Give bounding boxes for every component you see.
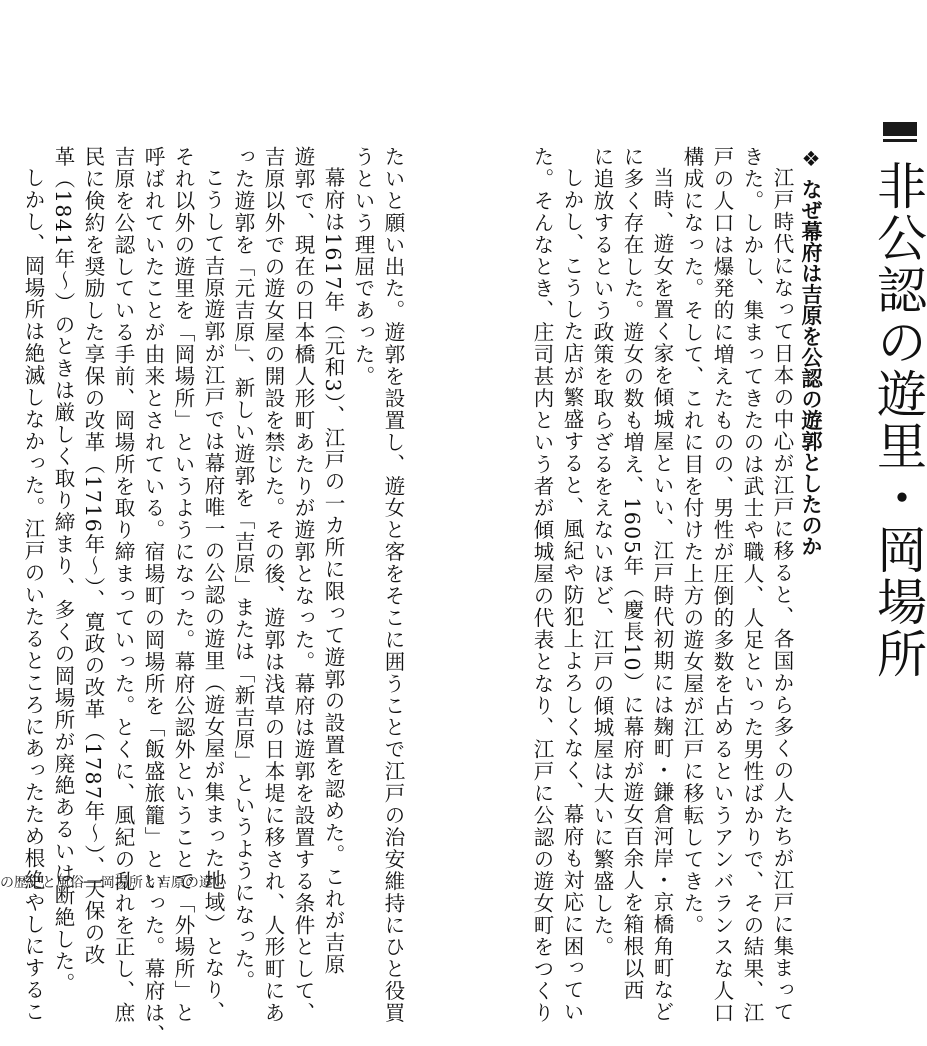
text-column: 遊郭で、現在の日本橋人形町あたりが遊郭となった。幕府は遊郭を設置する条件として、	[291, 146, 315, 1024]
text-column: った遊郭を「元吉原」、新しい遊郭を「吉原」または「新吉原」というようになった。	[231, 146, 255, 992]
text-column: 革（1841年〜）のときは厳しく取り締まり、多くの岡場所が廃絶あるいは断絶した。	[51, 146, 75, 995]
text-column: しかし、こうした店が繁盛すると、風紀や防犯上よろしくなく、幕府も対応に困ってい	[560, 167, 584, 1024]
text-column: こうして吉原遊郭が江戸では幕府唯一の公認の遊里（遊女屋が集まった地域）となり、	[201, 167, 225, 1024]
text-column: きた。しかし、集まってきたのは武士や職人、人足といった男性ばかりで、その結果、江	[740, 146, 764, 1024]
text-column: 民に倹約を奨励した享保の改革（1716年〜）、寛政の改革（1787年〜）、天保の改	[81, 146, 105, 966]
text-column: 戸の人口は爆発的に増えたものの、男性が圧倒的多数を占めるというアンバランスな人口	[710, 146, 734, 1024]
text-column: しかし、岡場所は絶滅しなかった。江戸のいたるところにあったため根絶やしにするこ	[21, 167, 45, 1024]
text-column: 江戸時代になって日本の中心が江戸に移ると、各国から多くの人たちが江戸に集まって	[770, 167, 794, 1024]
running-footer: の歴史と風俗──岡場所と吉原の違い	[0, 875, 227, 891]
text-column: 構成になった。そして、これに目を付けた上方の遊女屋が江戸に移転してきた。	[680, 146, 704, 937]
text-column: たいと願い出た。遊郭を設置し、遊女と客をそこに囲うことで江戸の治安維持にひと役買	[381, 146, 405, 1024]
text-column: 当時、遊女を置く家を傾城屋といい、江戸時代初期には麹町・鎌倉河岸・京橋角町など	[650, 167, 674, 1024]
text-column: に追放するという政策を取らざるをえないほど、江戸の傾城屋は大いに繁盛した。	[590, 146, 614, 959]
chapter-title: 非公認の遊里・岡場所	[869, 160, 927, 680]
text-column: それ以外の遊里を「岡場所」というようになった。幕府公認外ということで「外場所」と	[171, 146, 195, 1024]
title-rule-thin	[883, 139, 917, 142]
title-rule-thick	[883, 122, 917, 136]
section-heading: ❖ なぜ幕府は吉原を公認の遊郭としたのか	[799, 147, 823, 557]
text-column: 呼ばれていたことが由来とされている。宿場町の岡場所を「飯盛旅籠」といった。幕府は、	[141, 146, 165, 1046]
text-column: 幕府は1617年（元和3）、江戸の一カ所に限って遊郭の設置を認めた。これが吉原	[321, 167, 345, 976]
text-column: 吉原以外での遊女屋の開設を禁じた。その後、遊郭は浅草の日本堤に移され、人形町にあ	[261, 146, 285, 1024]
text-column: に多く存在した。遊女の数も増え、1605年（慶長10）に幕府が遊女百余人を箱根以西	[620, 146, 644, 1002]
text-column: た。そんなとき、庄司甚内という者が傾城屋の代表となり、江戸に公認の遊女町をつくり	[530, 146, 554, 1024]
text-column: うという理屈であった。	[351, 146, 375, 388]
text-column: 吉原を公認している手前、岡場所を取り締まっていった。とくに、風紀の乱れを正し、庶	[111, 146, 135, 1024]
